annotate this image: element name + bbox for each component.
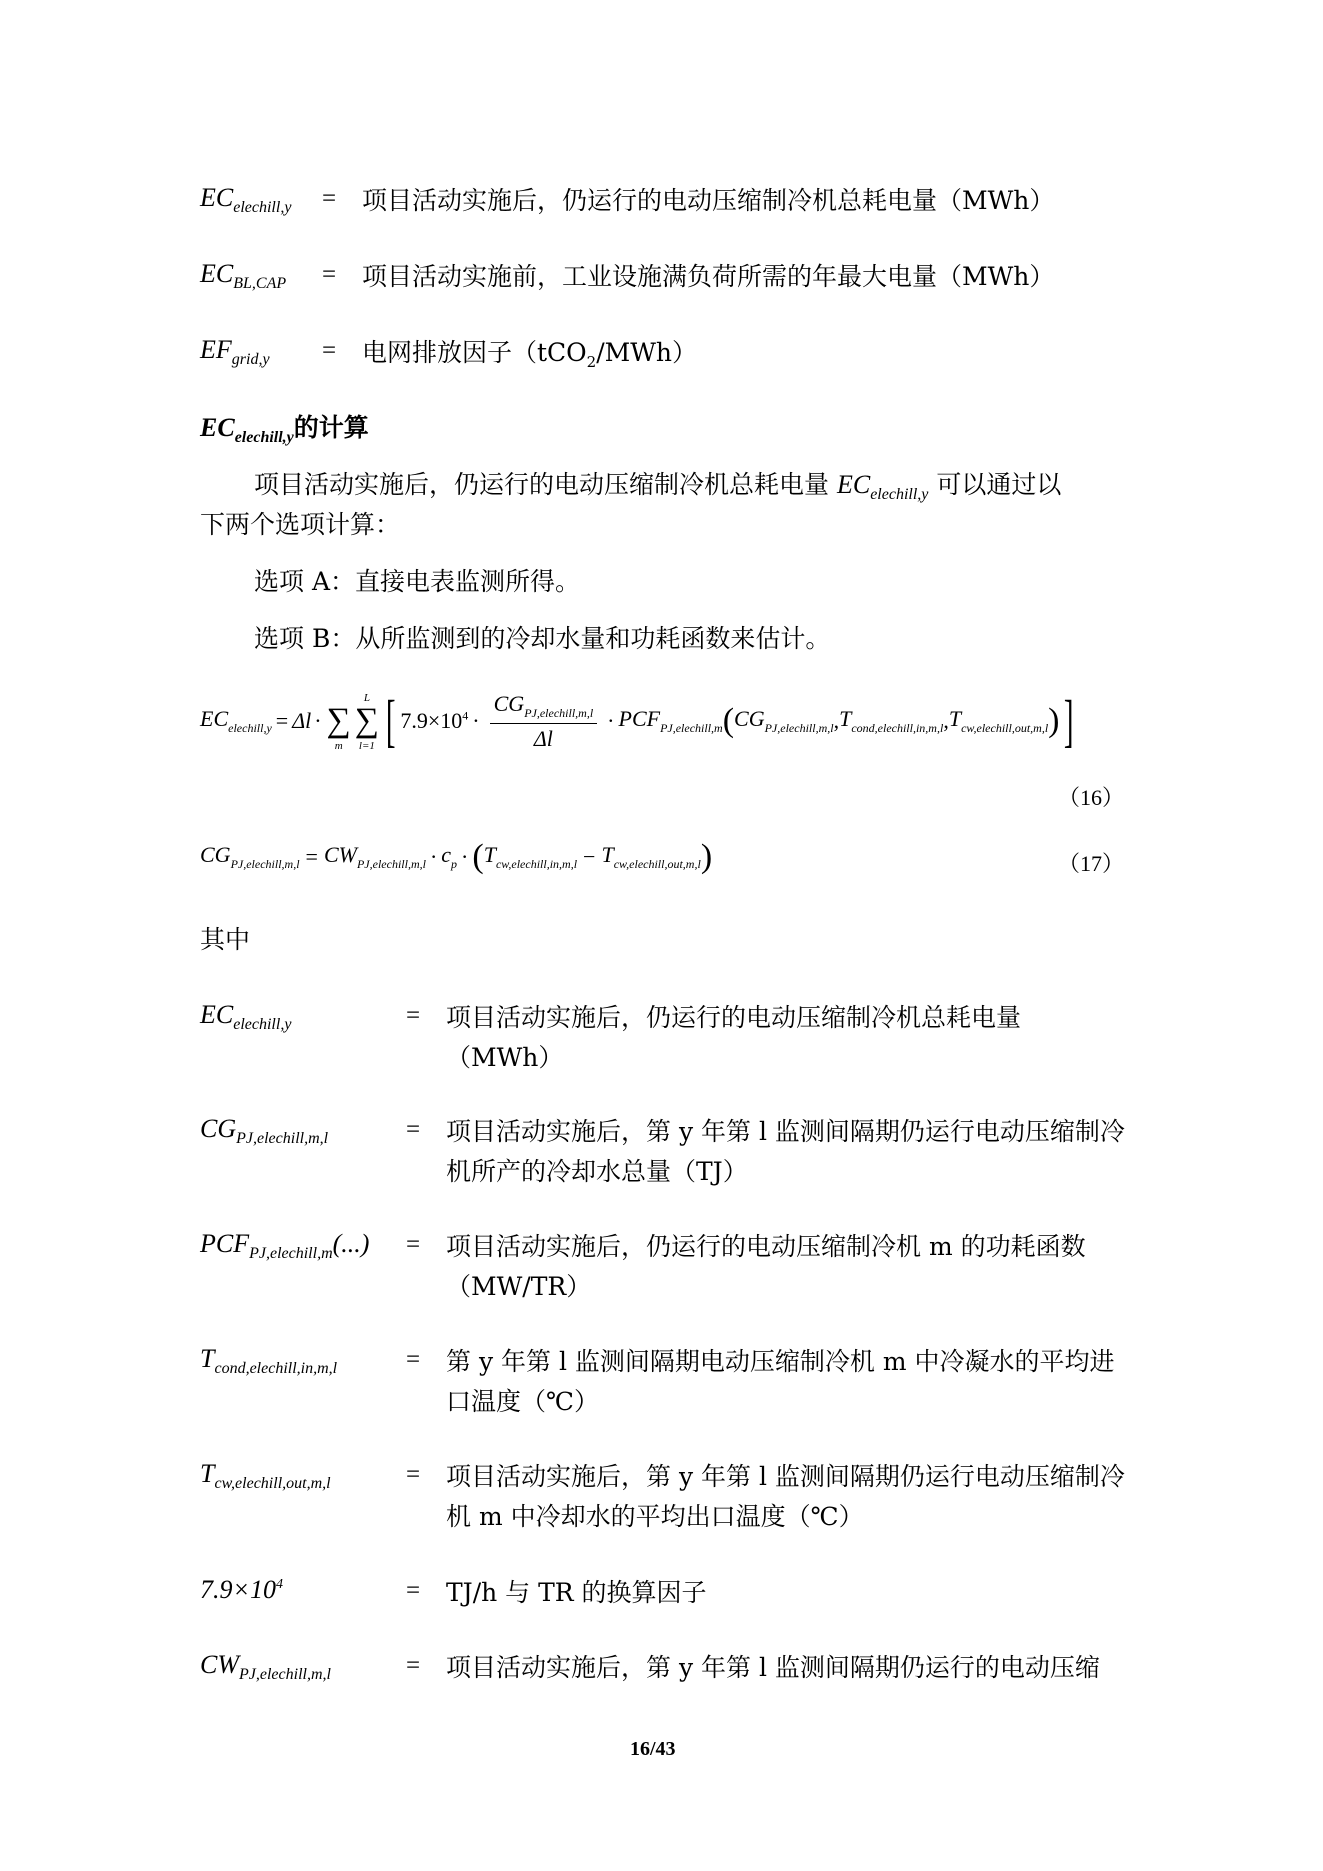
definition-symbol: $7.9\times 10^4$ xyxy=(200,1575,284,1604)
definition-text: 项目活动实施前，工业设施满负荷所需的年最大电量（MWh） xyxy=(362,262,1055,291)
sum-over-m: ∑ m xyxy=(326,702,351,752)
top-definition-ef-grid xyxy=(200,335,270,369)
definition-text: 第 y 年第 l 监测间隔期电动压缩制冷机 m 中冷凝水的平均进口温度（℃） xyxy=(446,1347,1115,1416)
equation-16: $EC_{elechill,y}$ = Δl · ∑ m ∑ L l=1 [ $7.9\times 10^4$ · $\frac{CG_{PJ,elechill,m,l}}{\Delta l}$ · $PCF_{PJ,elechill,m}$ ( $CG_{PJ,elechill,m,l}$ , $T_{cond,elechill,in,m,l}$ , $T_{cw,elechill,out,m,l}$ ) ] xyxy=(200,688,1074,753)
left-bracket: [ xyxy=(385,688,396,753)
eq16-arg-cg: $CG_{PJ,elechill,m,l}$ xyxy=(734,706,834,735)
definition-text: 项目活动实施后，第 y 年第 l 监测间隔期仍运行电动压缩制冷机 m 中冷却水的平均出口温度（℃） xyxy=(446,1462,1125,1531)
definition-symbol: $CW_{PJ,elechill,m,l}$ xyxy=(200,1650,331,1683)
definition-text: 项目活动实施后，第 y 年第 l 监测间隔期仍运行电动压缩制冷机所产的冷却水总量（TJ） xyxy=(446,1117,1125,1186)
definition-symbol: $PCF_{PJ,elechill,m}(...)$ xyxy=(200,1229,370,1262)
equation-17-number: （17） xyxy=(1058,851,1125,876)
definition-equals: = xyxy=(322,185,337,212)
paragraph-line-2: 下两个选项计算： xyxy=(200,510,401,539)
eq17-lhs: $CG_{PJ,elechill,m,l}$ xyxy=(200,842,300,871)
equation-17: $CG_{PJ,elechill,m,l}$ = $CW_{PJ,elechill,m,l}$ · $c_p$ · ( $T_{cw,elechill,in,m,l}$ − $T_{cw,elechill,out,m,l}$ ) xyxy=(200,838,713,875)
eq17-t-out: $T_{cw,elechill,out,m,l}$ xyxy=(601,842,701,871)
definition-text: 项目活动实施后，仍运行的电动压缩制冷机 m 的功耗函数（MW/TR） xyxy=(446,1232,1086,1301)
option-b: 选项 B：从所监测到的冷却水量和功耗函数来估计。 xyxy=(254,624,831,653)
definition-t-cond xyxy=(200,1344,337,1378)
definition-symbol: $EC_{elechill,y}$ xyxy=(200,183,292,216)
definition-text: 项目活动实施后，第 y 年第 l 监测间隔期仍运行的电动压缩 xyxy=(446,1653,1100,1682)
definition-equals: = xyxy=(406,1231,421,1258)
definition-text: 项目活动实施后，仍运行的电动压缩制冷机总耗电量（MWh） xyxy=(446,1003,1022,1072)
paragraph-line-1: 项目活动实施后，仍运行的电动压缩制冷机总耗电量 $EC_{elechill,y}$ 可以通过以 xyxy=(254,470,1062,503)
definition-equals: = xyxy=(406,1346,421,1373)
eq16-lhs: $EC_{elechill,y}$ xyxy=(200,706,272,735)
top-definition-ec-elechill xyxy=(200,183,291,217)
definition-symbol: $CG_{PJ,elechill,m,l}$ xyxy=(200,1114,329,1147)
definition-ec-elechill xyxy=(200,1000,291,1034)
definition-cw xyxy=(200,1650,331,1684)
definition-cg xyxy=(200,1114,328,1148)
definition-equals: = xyxy=(322,261,337,288)
definition-text: 项目活动实施后，仍运行的电动压缩制冷机总耗电量（MWh） xyxy=(362,186,1055,215)
definition-symbol: $EC_{BL,CAP}$ xyxy=(200,259,287,292)
definition-symbol: $EC_{elechill,y}$ xyxy=(200,1000,292,1033)
page-number: 16/43 xyxy=(630,1738,676,1760)
definition-equals: = xyxy=(406,1577,421,1604)
right-bracket: ] xyxy=(1064,688,1074,753)
eq16-arg-tcond: $T_{cond,elechill,in,m,l}$ xyxy=(839,706,944,735)
definition-t-cw xyxy=(200,1459,331,1493)
eq17-t-in: $T_{cw,elechill,in,m,l}$ xyxy=(483,842,578,871)
eq17-cw: $CW_{PJ,elechill,m,l}$ xyxy=(323,842,426,871)
definition-conversion-factor xyxy=(200,1575,283,1605)
equation-16-number: （16） xyxy=(1058,785,1125,810)
definition-equals: = xyxy=(406,1461,421,1488)
eq16-arg-tcw: $T_{cw,elechill,out,m,l}$ xyxy=(948,706,1049,735)
top-definition-ec-bl-cap xyxy=(200,259,286,293)
paragraph-symbol: $EC_{elechill,y}$ xyxy=(836,470,929,503)
eq16-coefficient: $7.9\times 10^4$ xyxy=(400,708,469,733)
eq17-cp: $c_p$ xyxy=(441,842,458,871)
definition-equals: = xyxy=(406,1652,421,1679)
sum-over-l: ∑ L l=1 xyxy=(354,692,380,752)
eq16-delta: Δl xyxy=(292,708,312,733)
definition-text: TJ/h 与 TR 的换算因子 xyxy=(446,1578,707,1607)
option-a: 选项 A：直接电表监测所得。 xyxy=(254,567,581,596)
definition-equals: = xyxy=(322,337,337,364)
definition-equals: = xyxy=(406,1116,421,1143)
definition-symbol: $T_{cond,elechill,in,m,l}$ xyxy=(200,1344,338,1377)
definition-pcf xyxy=(200,1229,369,1263)
eq16-fraction: $\frac{CG_{PJ,elechill,m,l}}{\Delta l}$ xyxy=(490,691,598,752)
where-label: 其中 xyxy=(200,925,251,954)
definition-text: 电网排放因子（tCO$_2$/MWh） xyxy=(362,338,698,371)
eq16-pcf: $PCF_{PJ,elechill,m}$ xyxy=(618,706,723,735)
definition-symbol: $EF_{grid,y}$ xyxy=(200,335,270,368)
section-heading: $EC_{elechill,y}$的计算 xyxy=(200,413,369,446)
definition-equals: = xyxy=(406,1002,421,1029)
definition-symbol: $T_{cw,elechill,out,m,l}$ xyxy=(200,1459,331,1492)
